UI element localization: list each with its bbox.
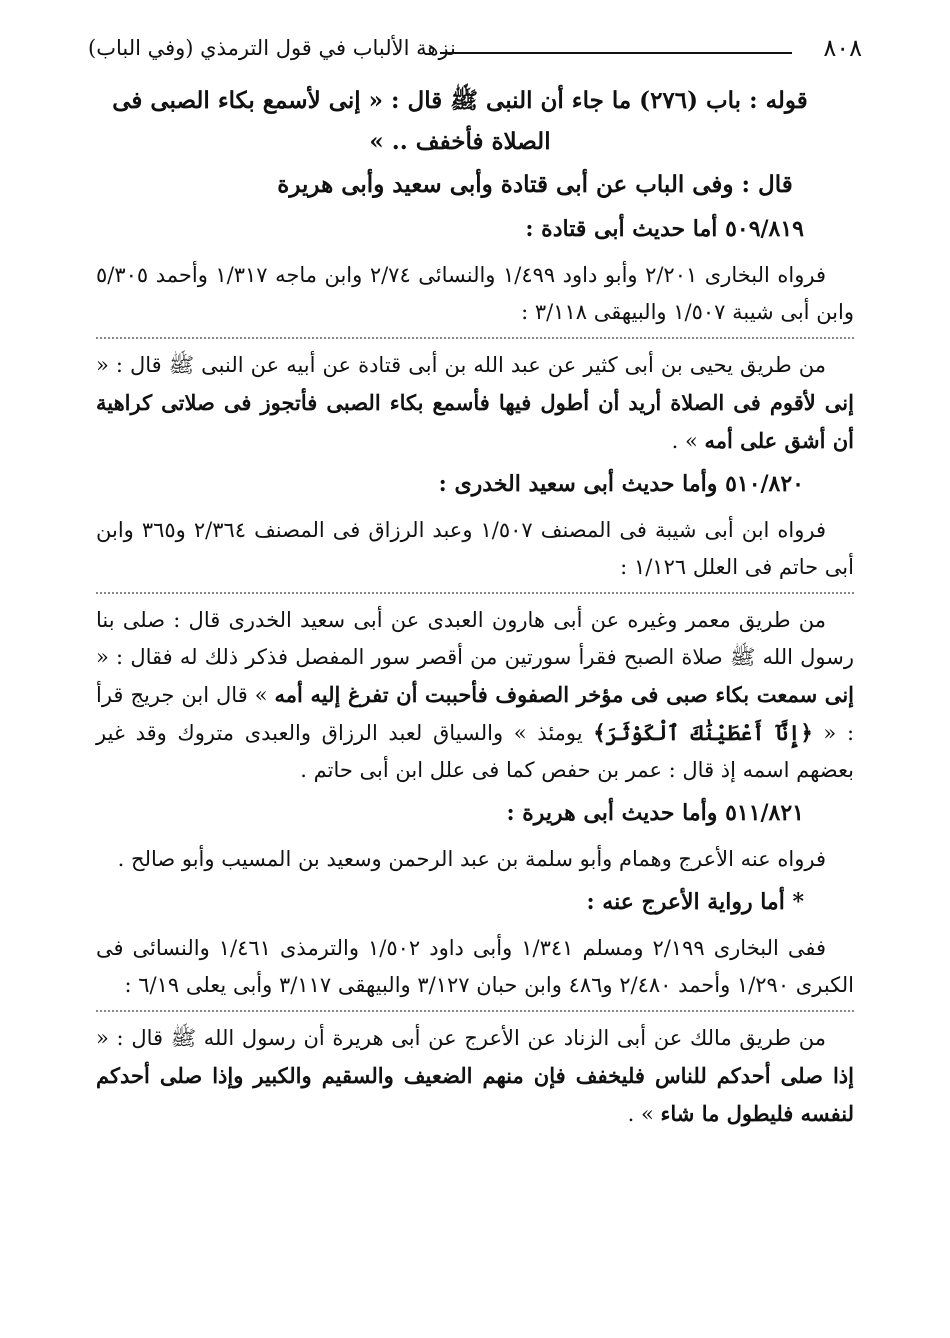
hadith-end: » .	[671, 429, 705, 453]
hadith-chain: من طريق معمر وغيره عن أبى هارون العبدى عن أبى سعيد الخدرى قال : صلى بنا رسول الله ﷺ صلاة الصبح فقرأ سورتين من أقصر سور المفصل فذكر ذلك له فقال : «	[96, 608, 854, 669]
hadith-mid: » قال ابن جريج قرأ : «	[96, 683, 855, 745]
section-paragraph: ففى البخارى ٢/١٩٩ ومسلم ١/٣٤١ وأبى داود ١/٥٠٢ والترمذى ١/٤٦١ والنسائى فى الكبرى ١/٢٩٠ وأحمد ٢/٤٨٠ و٤٨٦ وابن حبان ٣/١٢٧ والبيهقى ٣/١١٧ وأبى يعلى ٦/١٩ :	[96, 936, 854, 997]
section-paragraph: فرواه البخارى ٢/٢٠١ وأبو داود ١/٤٩٩ والنسائى ٢/٧٤ وابن ماجه ١/٣١٧ وأحمد ٥/٣٠٥ وابن أبى شيبة ١/٥٠٧ والبيهقى ٣/١١٨ :	[96, 263, 854, 324]
hadith-end: » .	[627, 1102, 661, 1126]
section-paragraph: فرواه عنه الأعرج وهمام وأبو سلمة بن عبد الرحمن وسعيد بن المسيب وأبو صالح .	[117, 847, 826, 871]
hadith-paragraph	[96, 347, 854, 460]
dotted-divider	[96, 1010, 854, 1012]
hadith-text: إنى لأقوم فى الصلاة أريد أن أطول فيها فأسمع بكاء الصبى فأتجوز فى صلاتى كراهية أن أشق على أمه	[96, 390, 854, 453]
section-paragraph: فرواه ابن أبى شيبة فى المصنف ١/٥٠٧ وعبد الرزاق فى المصنف ٢/٣٦٤ و٣٦٥ وابن أبى حاتم فى العلل ١/١٢٦ :	[96, 518, 854, 579]
hadith-chain: من طريق يحيى بن أبى كثير عن عبد الله بن أبى قتادة عن أبيه عن النبى ﷺ قال : «	[96, 353, 826, 377]
sub-section-title: * أما رواية الأعرج عنه :	[586, 889, 804, 915]
chapter-heading: قوله : باب (٢٧٦) ما جاء أن النبى ﷺ قال : « إنى لأسمع بكاء الصبى فى الصلاة فأخفف .. »	[112, 87, 808, 155]
hadith-text: إذا صلى أحدكم للناس فليخفف فإن منهم الضعيف والسقيم والكبير وإذا صلى أحدكم لنفسه فليطول ما شاء	[96, 1063, 854, 1126]
hadith-paragraph	[96, 602, 854, 789]
section-title-abu-qatada: ٥٠٩/٨١٩ أما حديث أبى قتادة :	[525, 216, 804, 242]
hadith-end: يومئذ » والسياق لعبد الرزاق والعبدى متروك وقد غير بعضهم اسمه إذ قال : عمر بن حفص كما فى علل ابن أبى حاتم .	[96, 721, 854, 782]
page-content	[96, 80, 854, 1328]
section-title-abu-hurayra: ٥١١/٨٢١ وأما حديث أبى هريرة :	[506, 800, 804, 826]
dotted-divider	[96, 337, 854, 339]
hadith-paragraph	[96, 1020, 854, 1133]
running-title: نزهة الألباب في قول الترمذي (وفي الباب)	[88, 36, 456, 60]
page-header	[88, 28, 862, 68]
chapter-subheading: قال : وفى الباب عن أبى قتادة وأبى سعيد وأبى هريرة	[277, 171, 793, 198]
hadith-text: إنى سمعت بكاء صبى فى مؤخر الصفوف فأحببت أن تفرغ إليه أمه	[274, 682, 854, 707]
dotted-divider	[96, 592, 854, 594]
header-rule	[440, 52, 792, 54]
section-title-abu-said: ٥١٠/٨٢٠ وأما حديث أبى سعيد الخدرى :	[438, 471, 804, 497]
quran-verse: ﴿إِنَّآ أَعْطَيْنَٰكَ ٱلْكَوْثَرَ﴾	[593, 720, 813, 745]
hadith-chain: من طريق مالك عن أبى الزناد عن الأعرج عن أبى هريرة أن رسول الله ﷺ قال : «	[96, 1026, 826, 1050]
page-number: ٨٠٨	[823, 34, 862, 62]
